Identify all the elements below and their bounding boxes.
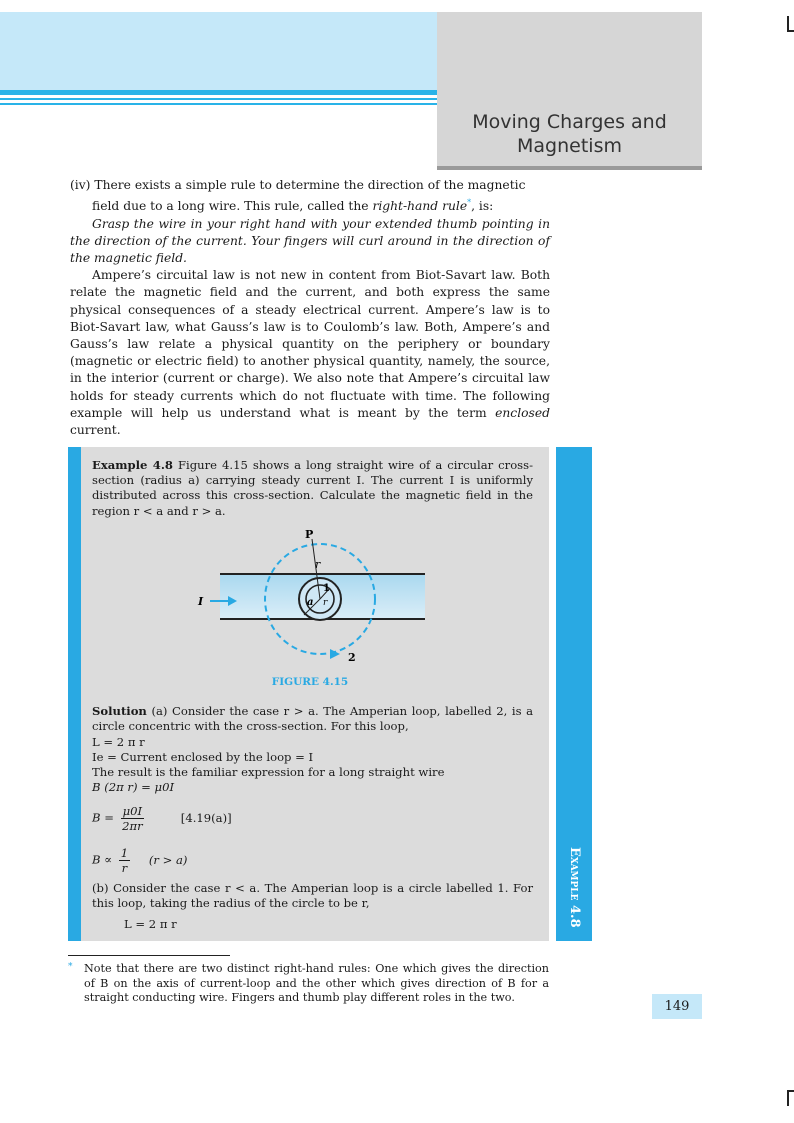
crop-mark bbox=[787, 30, 794, 32]
crop-mark bbox=[787, 1090, 794, 1092]
chapter-title bbox=[437, 110, 702, 158]
header-band bbox=[0, 12, 437, 90]
rule-statement: Grasp the wire in your right hand with your extended thumb pointing in the direction of the current. Your fingers will curl around in the direction of the magnetic field. bbox=[70, 216, 550, 265]
chapter-title-line2: Magnetism bbox=[517, 135, 622, 157]
loop-arrow-icon bbox=[330, 649, 340, 659]
example-problem bbox=[92, 458, 533, 519]
figure-4-15 bbox=[190, 525, 440, 665]
list-item-text: There exists a simple rule to determine the direction of the magnetic bbox=[94, 178, 526, 192]
header-stripe bbox=[0, 90, 437, 95]
text-run: field due to a long wire. This rule, called the bbox=[92, 199, 369, 214]
header-stripe-thin bbox=[0, 103, 437, 105]
text-run: current. bbox=[70, 422, 121, 437]
chapter-title-line1: Moving Charges and bbox=[472, 111, 667, 133]
example-left-bar bbox=[68, 447, 81, 941]
equation-proportional bbox=[92, 846, 187, 875]
label-r: r bbox=[315, 558, 321, 571]
fraction bbox=[121, 804, 145, 833]
label-1: 1 bbox=[323, 583, 330, 594]
label-r-inner: r bbox=[323, 598, 328, 608]
equation-condition: (r > a) bbox=[148, 852, 188, 867]
figure-caption: FIGURE 4.15 bbox=[271, 676, 349, 688]
fraction bbox=[119, 846, 130, 875]
header-stripe-thin bbox=[0, 98, 437, 100]
equation-tag: [4.19(a)] bbox=[180, 810, 232, 825]
solution-a bbox=[92, 704, 533, 734]
fraction-denominator: r bbox=[121, 861, 128, 875]
page-number: 149 bbox=[664, 999, 690, 1014]
fraction-denominator: 2πr bbox=[122, 819, 143, 833]
footnote-text: Note that there are two distinct right-hand rules: One which gives the direction of B on the axis of current-loop and the other which gives direction of B for a straight conducting wire. Fingers and thumb play different roles in the two. bbox=[84, 962, 549, 1005]
equation-L: L = 2 π r bbox=[92, 735, 145, 749]
label-P: P bbox=[305, 528, 314, 541]
label-2: 2 bbox=[348, 651, 356, 664]
emphasis: enclosed bbox=[495, 405, 550, 420]
label-I: I bbox=[198, 595, 204, 608]
result-text: The result is the familiar expression for a long straight wire bbox=[92, 765, 445, 779]
fraction-numerator: 1 bbox=[120, 846, 129, 860]
solution-heading: Solution bbox=[92, 704, 147, 718]
equation-B2pir: B (2π r) = μ0I bbox=[92, 780, 175, 794]
example-side-label-wrap bbox=[556, 447, 592, 941]
paragraph bbox=[70, 267, 550, 439]
footnote-mark: * bbox=[68, 962, 73, 972]
solution-b-text: (b) Consider the case r < a. The Amperian loop is a circle labelled 1. For this loop, taking the radius of the circle to be r, bbox=[92, 881, 533, 911]
eq-lhs: B ∝ bbox=[92, 852, 113, 867]
example-problem-text: Figure 4.15 shows a long straight wire of a circular cross-section (radius a) carrying steady current I. The current I is uniformly distributed across this cross-section. Calculate the magnetic field in the region r < a and r > a. bbox=[92, 458, 533, 518]
label-a: a bbox=[307, 597, 314, 608]
solution-a-text: (a) Consider the case r > a. The Amperian loop, labelled 2, is a circle concentric with the cross-section. For this loop, bbox=[92, 704, 534, 734]
footnote-marker: * bbox=[467, 198, 472, 208]
equation-B bbox=[92, 804, 232, 833]
example-side-label: Example 4.8 bbox=[567, 847, 582, 928]
right-hand-rule-term: right-hand rule bbox=[372, 199, 468, 214]
equation-Ie: Ie = Current enclosed by the loop = I bbox=[92, 750, 314, 764]
list-item-iv bbox=[70, 177, 550, 194]
equation-L2: L = 2 π r bbox=[124, 917, 177, 931]
eq-lhs: B = bbox=[92, 810, 114, 825]
example-heading: Example 4.8 bbox=[92, 458, 173, 472]
text-run: , is: bbox=[471, 199, 494, 214]
crop-mark bbox=[787, 1092, 789, 1106]
crop-mark bbox=[787, 16, 789, 30]
list-item-label: (iv) bbox=[70, 178, 91, 192]
text-run: Ampere’s circuital law is not new in content from Biot-Savart law. Both relate the magnetic field and the current, and both express the same physical consequences of a steady electrical current. Ampere’s law is to Biot-Savart law, what Gauss’s law is to Coulomb’s law. Both, Ampere’s and Gauss’s law relate a physical quantity on the periphery or boundary (magnetic or electric field) to another physical quantity, namely, the source, in the interior (current or charge). We also note that Ampere’s circuital law holds for steady currents which do not fluctuate with time. The following example will help us understand what is meant by the term bbox=[70, 268, 550, 420]
solution-b bbox=[92, 881, 533, 911]
body-text bbox=[70, 177, 550, 439]
fraction-numerator: μ0I bbox=[122, 804, 143, 818]
footnote-rule bbox=[68, 955, 230, 956]
list-item-cont bbox=[70, 194, 550, 215]
